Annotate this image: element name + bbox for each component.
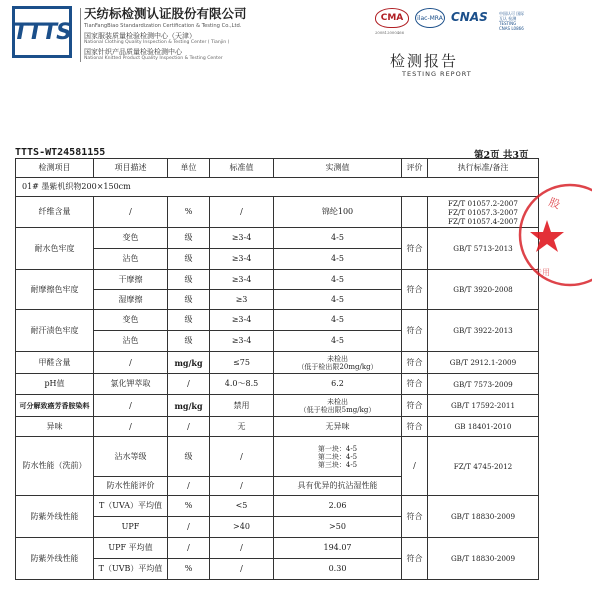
unit-cell: / xyxy=(168,538,210,559)
table-row xyxy=(16,270,539,290)
unit-cell: / xyxy=(168,417,210,437)
item-cell: 防紫外线性能 xyxy=(16,538,94,580)
company-header xyxy=(84,4,314,64)
ilac-mark: ilac-MRA xyxy=(415,8,445,28)
ref-cell: GB/T 18830-2009 xyxy=(428,538,539,580)
eval-cell: 符合 xyxy=(402,417,428,437)
measured-cell: 0.30 xyxy=(274,559,402,580)
std-cell: / xyxy=(210,477,274,496)
accreditation-marks xyxy=(375,8,525,36)
sample-row xyxy=(16,178,539,197)
measured-line: （低于检出限20mg/kg） xyxy=(297,362,378,371)
std-cell: >40 xyxy=(210,517,274,538)
eval-cell: / xyxy=(402,437,428,496)
std-cell: ≥3-4 xyxy=(210,228,274,249)
item-cell: 耐摩擦色牢度 xyxy=(16,270,94,310)
eval-cell: 符合 xyxy=(402,310,428,352)
measured-cell xyxy=(274,395,402,417)
company-logo xyxy=(12,6,72,58)
desc-cell: UPF 平均值 xyxy=(94,538,168,559)
unit-cell: mg/kg xyxy=(168,395,210,417)
unit-cell: 级 xyxy=(168,290,210,310)
measured-line: 第二块：4-5 xyxy=(317,452,358,461)
measured-cell: 具有优异的抗沾湿性能 xyxy=(274,477,402,496)
item-cell: 耐汗渍色牢度 xyxy=(16,310,94,352)
ref-cell: GB/T 17592-2011 xyxy=(428,395,539,417)
table-header-row xyxy=(16,159,539,178)
unit-cell: % xyxy=(168,197,210,228)
desc-cell: / xyxy=(94,395,168,417)
ref-cell: GB/T 5713-2013 xyxy=(428,228,539,270)
center-name-2-en: National Knitted Product Quality Inspection & Testing Center xyxy=(84,56,223,61)
std-cell: ≥3-4 xyxy=(210,270,274,290)
report-number: TTTS-WT24581155 xyxy=(15,147,106,158)
std-cell: ≥3-4 xyxy=(210,249,274,270)
cma-number: 200812000466 xyxy=(375,30,404,35)
table-row xyxy=(16,496,539,517)
ref-cell: GB 18401-2010 xyxy=(428,417,539,437)
eval-cell: 符合 xyxy=(402,374,428,395)
table-row xyxy=(16,374,539,395)
eval-cell: 符合 xyxy=(402,270,428,310)
measured-line: 未检出 xyxy=(327,397,348,406)
table-row xyxy=(16,197,539,228)
page-number: 第2页 共3页 xyxy=(474,150,529,161)
desc-cell: / xyxy=(94,197,168,228)
col-header: 实测值 xyxy=(274,159,402,178)
cma-mark: CMA xyxy=(375,8,409,28)
std-cell: / xyxy=(210,437,274,477)
ref-cell: GB/T 3922-2013 xyxy=(428,310,539,352)
svg-text:股: 股 xyxy=(546,195,562,212)
col-header: 单位 xyxy=(168,159,210,178)
measured-cell: 锦纶100 xyxy=(274,197,402,228)
col-header: 评价 xyxy=(402,159,428,178)
unit-cell: % xyxy=(168,496,210,517)
desc-cell: 防水性能评价 xyxy=(94,477,168,496)
std-cell: <5 xyxy=(210,496,274,517)
eval-cell: 符合 xyxy=(402,395,428,417)
measured-cell: 2.06 xyxy=(274,496,402,517)
ref-line: FZ/T 01057.3-2007 xyxy=(448,207,518,217)
ref-cell: GB/T 7573-2009 xyxy=(428,374,539,395)
measured-line: （低于检出限5mg/kg） xyxy=(299,405,376,414)
table-row xyxy=(16,395,539,417)
desc-cell: 湿摩擦 xyxy=(94,290,168,310)
item-cell: 甲醛含量 xyxy=(16,352,94,374)
desc-cell: UPF xyxy=(94,517,168,538)
desc-cell: T（UVA）平均值 xyxy=(94,496,168,517)
item-cell: 纤维含量 xyxy=(16,197,94,228)
unit-cell: 级 xyxy=(168,437,210,477)
unit-cell: mg/kg xyxy=(168,352,210,374)
company-name-en: TianFangBiao Standardization Certification & Testing Co.,Ltd. xyxy=(84,23,242,29)
measured-cell: 无异味 xyxy=(274,417,402,437)
table-row xyxy=(16,417,539,437)
eval-cell: 符合 xyxy=(402,228,428,270)
measured-cell: 4-5 xyxy=(274,331,402,352)
table-row xyxy=(16,538,539,559)
item-cell: 耐水色牢度 xyxy=(16,228,94,270)
desc-cell: / xyxy=(94,417,168,437)
logo-text: TTTS xyxy=(13,19,71,45)
svg-text:专用: 专用 xyxy=(534,268,550,277)
std-cell: ≥3 xyxy=(210,290,274,310)
desc-cell: 沾水等级 xyxy=(94,437,168,477)
header-divider xyxy=(80,8,81,62)
measured-line: 未检出 xyxy=(327,354,348,363)
unit-cell: 级 xyxy=(168,310,210,331)
ref-cell: GB/T 18830-2009 xyxy=(428,496,539,538)
ref-cell: FZ/T 4745-2012 xyxy=(428,437,539,496)
measured-cell: 4-5 xyxy=(274,228,402,249)
ref-cell: GB/T 2912.1-2009 xyxy=(428,352,539,374)
std-cell: / xyxy=(210,559,274,580)
measured-cell: >50 xyxy=(274,517,402,538)
measured-cell: 194.07 xyxy=(274,538,402,559)
measured-cell: 4-5 xyxy=(274,270,402,290)
measured-cell: 4-5 xyxy=(274,290,402,310)
desc-cell: T（UVB）平均值 xyxy=(94,559,168,580)
table-row xyxy=(16,310,539,331)
center-name-1-en: National Clothing Quality Inspection & Testing Center ( Tianjin ) xyxy=(84,40,230,45)
std-cell: 无 xyxy=(210,417,274,437)
measured-cell xyxy=(274,437,402,477)
unit-cell: 级 xyxy=(168,228,210,249)
col-header: 检测项目 xyxy=(16,159,94,178)
measured-cell: 4-5 xyxy=(274,310,402,331)
eval-cell xyxy=(402,197,428,228)
table-row xyxy=(16,437,539,477)
results-table xyxy=(15,158,539,580)
unit-cell: 级 xyxy=(168,249,210,270)
std-cell: ≥3-4 xyxy=(210,331,274,352)
cnas-mark-text: 中国认可 国际互认 检测 TESTING CNAS L0866 xyxy=(499,11,525,31)
desc-cell: 干摩擦 xyxy=(94,270,168,290)
unit-cell: 级 xyxy=(168,270,210,290)
measured-cell xyxy=(274,352,402,374)
col-header: 标准值 xyxy=(210,159,274,178)
item-cell: 异味 xyxy=(16,417,94,437)
std-cell: / xyxy=(210,197,274,228)
std-cell: 禁用 xyxy=(210,395,274,417)
unit-cell: / xyxy=(168,517,210,538)
eval-cell: 符合 xyxy=(402,352,428,374)
company-name: 天纺标检测认证股份有限公司 xyxy=(84,6,247,21)
std-cell: ≥3-4 xyxy=(210,310,274,331)
table-row xyxy=(16,352,539,374)
company-seal xyxy=(512,180,592,290)
measured-line: 第三块：4-5 xyxy=(317,460,358,469)
std-cell: ≤75 xyxy=(210,352,274,374)
unit-cell: / xyxy=(168,374,210,395)
col-header: 执行标准/备注 xyxy=(428,159,539,178)
desc-cell: 沾色 xyxy=(94,331,168,352)
center-name-2: 国家针织产品质量检验检测中心 xyxy=(84,48,182,56)
item-cell: 防水性能（洗前） xyxy=(16,437,94,496)
desc-cell: 变色 xyxy=(94,228,168,249)
item-cell: 可分解致癌芳香胺染料 xyxy=(16,395,94,417)
cnas-mark: CNAS xyxy=(451,10,488,24)
unit-cell: 级 xyxy=(168,331,210,352)
ref-line: FZ/T 01057.4-2007 xyxy=(448,216,518,226)
ref-line: FZ/T 01057.2-2007 xyxy=(448,198,518,208)
center-name-1: 国家服装质量检验检测中心（天津） xyxy=(84,32,196,40)
unit-cell: % xyxy=(168,559,210,580)
sample-label: 01# 墨紫机织物200×150cm xyxy=(16,178,539,197)
report-title-en: TESTING REPORT xyxy=(402,70,472,78)
col-header: 项目描述 xyxy=(94,159,168,178)
item-cell: 防紫外线性能 xyxy=(16,496,94,538)
eval-cell: 符合 xyxy=(402,538,428,580)
desc-cell: 氯化钾萃取 xyxy=(94,374,168,395)
measured-cell: 6.2 xyxy=(274,374,402,395)
std-cell: / xyxy=(210,538,274,559)
unit-cell: / xyxy=(168,477,210,496)
std-cell: 4.0～8.5 xyxy=(210,374,274,395)
report-title: 检测报告 xyxy=(390,52,459,70)
measured-cell: 4-5 xyxy=(274,249,402,270)
desc-cell: 变色 xyxy=(94,310,168,331)
desc-cell: 沾色 xyxy=(94,249,168,270)
eval-cell: 符合 xyxy=(402,496,428,538)
measured-line: 第一块：4-5 xyxy=(317,444,358,453)
ref-cell: GB/T 3920-2008 xyxy=(428,270,539,310)
item-cell: pH值 xyxy=(16,374,94,395)
desc-cell: / xyxy=(94,352,168,374)
table-row xyxy=(16,228,539,249)
